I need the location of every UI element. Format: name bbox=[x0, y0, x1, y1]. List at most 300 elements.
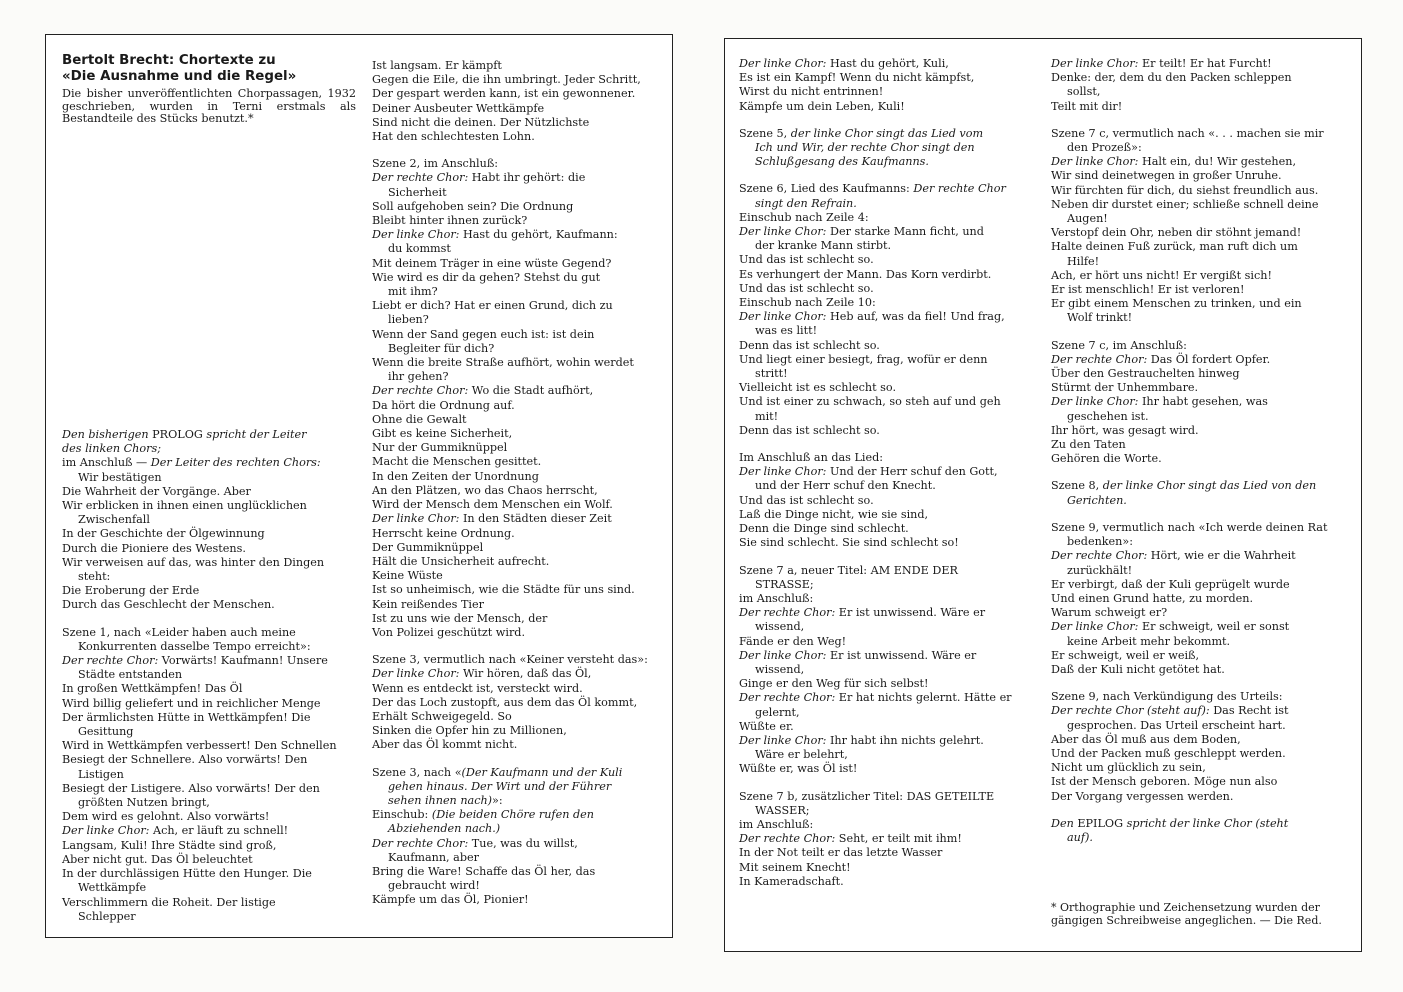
text-line bbox=[739, 296, 1039, 310]
text: der kranke Mann stirbt. bbox=[755, 239, 892, 253]
text-line bbox=[739, 804, 1039, 818]
text: was es litt! bbox=[755, 324, 818, 338]
text: Fände er den Weg! bbox=[739, 634, 847, 648]
text: WASSER; bbox=[755, 803, 810, 817]
text: Kein reißendes Tier bbox=[372, 597, 484, 611]
text: PROLOG bbox=[152, 428, 207, 441]
text-line bbox=[1051, 635, 1357, 649]
text-line bbox=[739, 522, 1039, 536]
text-line bbox=[1051, 100, 1357, 114]
text: Aber nicht gut. Das Öl beleuchtet bbox=[62, 852, 253, 866]
text: Mit deinem Träger in eine wüste Gegend? bbox=[372, 256, 612, 270]
text-line bbox=[739, 367, 1039, 381]
text: Macht die Menschen gesittet. bbox=[372, 455, 542, 469]
footnote-line: gängigen Schreibweise angeglichen. — Die Red. bbox=[1051, 914, 1322, 927]
text: Aber das Öl kommt nicht. bbox=[372, 738, 518, 752]
text: Ist der Mensch geboren. Möge nun also bbox=[1051, 775, 1278, 789]
text-line bbox=[372, 399, 668, 413]
text-line bbox=[739, 211, 1039, 225]
text: Und das ist schlecht so. bbox=[739, 281, 874, 295]
text: Wird der Mensch dem Menschen ein Wolf. bbox=[372, 498, 613, 512]
text: Ginge er den Weg für sich selbst! bbox=[739, 677, 929, 691]
italic-text: des linken Chors; bbox=[62, 442, 161, 456]
text: Halte deinen Fuß zurück, man ruft dich um bbox=[1051, 240, 1298, 254]
text: Einschub nach Zeile 4: bbox=[739, 210, 869, 224]
text-line bbox=[1051, 578, 1357, 592]
text-line bbox=[1051, 240, 1357, 254]
text-line bbox=[372, 470, 668, 484]
text: Einschub: bbox=[372, 808, 432, 822]
right-page-column-2-text bbox=[1051, 57, 1357, 845]
text-line bbox=[1051, 184, 1357, 198]
italic-text: Der rechte Chor: bbox=[372, 171, 472, 185]
left-page-column-1 bbox=[62, 53, 362, 126]
text: Verstopf dein Ohr, neben dir stöhnt jemand! bbox=[1051, 226, 1302, 240]
text-line bbox=[1051, 831, 1357, 845]
text: Wir fürchten für dich, du siehst freundlich aus. bbox=[1051, 183, 1319, 197]
text-line bbox=[1051, 790, 1357, 804]
text: im Anschluß: bbox=[739, 591, 814, 605]
italic-text: Der linke Chor: bbox=[372, 512, 463, 526]
text-line bbox=[62, 471, 362, 485]
text-line bbox=[739, 395, 1039, 409]
text: lieben? bbox=[388, 313, 429, 327]
text-line bbox=[1051, 452, 1357, 466]
text: Der das Loch zustopft, aus dem das Öl kommt, bbox=[372, 695, 638, 709]
text-line bbox=[372, 242, 668, 256]
article-title-line-2: «Die Ausnahme und die Regel» bbox=[62, 69, 297, 84]
italic-text: Der rechte Chor (steht auf): bbox=[1051, 704, 1214, 718]
text-line bbox=[372, 102, 668, 116]
italic-text: Der rechte Chor: bbox=[372, 836, 472, 850]
text-line bbox=[372, 413, 668, 427]
text-line bbox=[372, 612, 668, 626]
text-line bbox=[62, 598, 362, 612]
text: Gesittung bbox=[78, 725, 134, 739]
text: Kaufmann, aber bbox=[388, 850, 479, 864]
text: Wüßte er, was Öl ist! bbox=[739, 762, 858, 776]
text-line bbox=[739, 479, 1039, 493]
italic-text: Der linke Chor: bbox=[372, 667, 463, 681]
text: Bring die Ware! Schaffe das Öl her, das bbox=[372, 864, 596, 878]
text: Soll aufgehoben sein? Die Ordnung bbox=[372, 199, 574, 213]
text-line bbox=[372, 851, 668, 865]
text: Begleiter für dich? bbox=[388, 341, 495, 355]
text-line bbox=[1051, 719, 1357, 733]
text-line bbox=[739, 691, 1039, 705]
text-line bbox=[1051, 690, 1357, 704]
text: Und der Packen muß geschleppt werden. bbox=[1051, 746, 1286, 760]
text-line bbox=[739, 564, 1039, 578]
text: STRASSE; bbox=[755, 577, 814, 591]
text-line bbox=[372, 130, 668, 144]
text-line bbox=[372, 794, 668, 808]
text: Er hat nichts gelernt. Hätte er bbox=[838, 691, 1012, 705]
text-line bbox=[739, 875, 1039, 889]
text: Szene 6, Lied des Kaufmanns: bbox=[739, 182, 914, 196]
text-line bbox=[739, 353, 1039, 367]
text: Konkurrenten dasselbe Tempo erreicht»: bbox=[78, 639, 311, 653]
text-line bbox=[62, 513, 362, 527]
text: Er teilt! Er hat Furcht! bbox=[1142, 57, 1272, 70]
text-line bbox=[1051, 733, 1357, 747]
text: Und einen Grund hatte, zu morden. bbox=[1051, 591, 1254, 605]
text-line bbox=[739, 239, 1039, 253]
text-line bbox=[1051, 535, 1357, 549]
text-line bbox=[1051, 817, 1357, 831]
text-line bbox=[1051, 353, 1357, 367]
text: Hält die Unsicherheit aufrecht. bbox=[372, 554, 550, 568]
text-line bbox=[372, 73, 668, 87]
text-line bbox=[372, 710, 668, 724]
text: Da hört die Ordnung auf. bbox=[372, 398, 515, 412]
right-page bbox=[724, 38, 1362, 952]
text-line bbox=[372, 116, 668, 130]
text-line bbox=[739, 451, 1039, 465]
text: größten Nutzen bringt, bbox=[78, 796, 210, 810]
text: sollst, bbox=[1067, 85, 1101, 99]
text-line bbox=[1051, 212, 1357, 226]
text: Halt ein, du! Wir gestehen, bbox=[1142, 155, 1297, 169]
italic-text: sehen ihnen nach) bbox=[388, 793, 493, 807]
italic-text: Der linke Chor: bbox=[1051, 57, 1142, 70]
text: Wird in Wettkämpfen verbessert! Den Schnellen bbox=[62, 739, 337, 753]
text: Szene 7 a, neuer Titel: AM ENDE DER bbox=[739, 563, 958, 577]
text-line bbox=[372, 455, 668, 469]
text: Vielleicht ist es schlecht so. bbox=[739, 381, 897, 395]
text: Wenn die breite Straße aufhört, wohin werdet bbox=[372, 356, 634, 370]
text: Szene 9, nach Verkündigung des Urteils: bbox=[1051, 690, 1283, 704]
text-line bbox=[372, 299, 668, 313]
text: Heb auf, was da fiel! Und frag, bbox=[830, 310, 1005, 324]
text-line bbox=[62, 768, 362, 782]
italic-text: der linke Chor singt das Lied vom bbox=[790, 126, 984, 140]
text-line bbox=[62, 668, 362, 682]
text: Besiegt der Schnellere. Also vorwärts! Den bbox=[62, 753, 308, 767]
text: Augen! bbox=[1067, 212, 1108, 226]
text-line bbox=[372, 228, 668, 242]
italic-text: Der linke Chor: bbox=[739, 310, 830, 324]
text-line bbox=[1051, 198, 1357, 212]
text-line bbox=[372, 200, 668, 214]
text-line bbox=[62, 881, 362, 895]
text-line bbox=[739, 748, 1039, 762]
italic-text: Den bisherigen bbox=[62, 428, 153, 441]
italic-text: singt den Refrain. bbox=[755, 196, 857, 210]
text-line bbox=[372, 342, 668, 356]
text-line bbox=[1051, 410, 1357, 424]
text: Und liegt einer besiegt, frag, wofür er denn bbox=[739, 352, 988, 366]
text: Er ist unwissend. Wäre er bbox=[838, 606, 986, 620]
text: Die Wahrheit der Vorgänge. Aber bbox=[62, 484, 251, 498]
text: Von Polizei geschützt wird. bbox=[372, 625, 526, 639]
italic-text: der linke Chor singt das Lied von den bbox=[1102, 479, 1317, 493]
text-line bbox=[1051, 57, 1357, 71]
text-line bbox=[739, 282, 1039, 296]
text: Er ist menschlich! Er ist verloren! bbox=[1051, 283, 1245, 297]
left-page bbox=[45, 34, 673, 938]
text: Aber das Öl muß aus dem Boden, bbox=[1051, 732, 1241, 746]
text-line bbox=[739, 465, 1039, 479]
text-line bbox=[62, 626, 362, 640]
text-line bbox=[739, 381, 1039, 395]
text: In Kameradschaft. bbox=[739, 874, 844, 888]
footnote bbox=[1051, 901, 1357, 927]
text: gebraucht wird! bbox=[388, 879, 480, 893]
text-line bbox=[739, 225, 1039, 239]
text-line bbox=[372, 879, 668, 893]
text: Ist so unheimisch, wie die Städte für uns sind. bbox=[372, 583, 635, 597]
text: Laß die Dinge nicht, wie sie sind, bbox=[739, 507, 929, 521]
text: Besiegt der Listigere. Also vorwärts! Der den bbox=[62, 781, 320, 795]
text-line bbox=[1051, 85, 1357, 99]
text-line bbox=[372, 780, 668, 794]
text: Listigen bbox=[78, 767, 124, 781]
text: Wird billig geliefert und in reichlicher Menge bbox=[62, 696, 321, 710]
text-line bbox=[62, 654, 362, 668]
text-line bbox=[739, 85, 1039, 99]
article-intro: Die bisher unveröffentlichten Chorpassagen, 1932 geschrieben, wurden in Terni erstmals als Bestandteile des Stücks benutzt.* bbox=[62, 87, 356, 126]
text: Wie wird es dir da gehen? Stehst du gut bbox=[372, 270, 601, 284]
text-line bbox=[739, 410, 1039, 424]
text: Wir verweisen auf das, was hinter den Dingen bbox=[62, 555, 325, 569]
text-line bbox=[372, 738, 668, 752]
text-line bbox=[739, 71, 1039, 85]
text: mit! bbox=[755, 409, 779, 423]
text: Seht, er teilt mit ihm! bbox=[838, 832, 962, 846]
text: Neben dir durstet einer; schließe schnell deine bbox=[1051, 197, 1319, 211]
text-line bbox=[62, 867, 362, 881]
text: Sicherheit bbox=[388, 185, 447, 199]
text-line bbox=[739, 677, 1039, 691]
text-line bbox=[62, 584, 362, 598]
italic-text: Schlußgesang des Kaufmanns. bbox=[755, 155, 929, 169]
italic-text: Der rechte Chor: bbox=[62, 654, 162, 668]
italic-text: (Die beiden Chöre rufen den bbox=[431, 808, 594, 822]
text: Tue, was du willst, bbox=[471, 836, 578, 850]
text: Gehören die Worte. bbox=[1051, 452, 1162, 466]
text: Und das ist schlecht so. bbox=[739, 493, 874, 507]
text: Denke: der, dem du den Packen schleppen bbox=[1051, 71, 1292, 85]
text-line bbox=[372, 766, 668, 780]
text: Zu den Taten bbox=[1051, 438, 1126, 452]
text-line bbox=[1051, 71, 1357, 85]
text-line bbox=[372, 171, 668, 185]
text-line bbox=[1051, 620, 1357, 634]
text: Er schweigt, weil er sonst bbox=[1142, 620, 1290, 634]
text-line bbox=[739, 720, 1039, 734]
text-line bbox=[739, 649, 1039, 663]
text: Durch die Pioniere des Westens. bbox=[62, 541, 246, 555]
text-line bbox=[372, 257, 668, 271]
text: Teilt mit dir! bbox=[1051, 99, 1123, 113]
text: Sinken die Opfer hin zu Millionen, bbox=[372, 724, 567, 738]
text: gelernt, bbox=[755, 705, 800, 719]
text: im Anschluß — bbox=[62, 456, 151, 470]
text-line bbox=[372, 865, 668, 879]
italic-text: Ich und Wir, der rechte Chor singt den bbox=[755, 141, 975, 155]
text: Denn die Dinge sind schlecht. bbox=[739, 522, 909, 536]
text-line bbox=[739, 127, 1039, 141]
italic-text: Der linke Chor: bbox=[1051, 620, 1142, 634]
left-page-column-2-text bbox=[372, 59, 668, 908]
text-line bbox=[1051, 704, 1357, 718]
text-line bbox=[372, 214, 668, 228]
article-title-line-1: Bertolt Brecht: Chortexte zu bbox=[62, 53, 276, 68]
text-line bbox=[739, 606, 1039, 620]
text-line bbox=[62, 824, 362, 838]
text: In der Not teilt er das letzte Wasser bbox=[739, 846, 943, 860]
text-line bbox=[62, 739, 362, 753]
text-line bbox=[372, 569, 668, 583]
text: Ohne die Gewalt bbox=[372, 412, 467, 426]
text-line bbox=[62, 542, 362, 556]
text: Wirst du nicht entrinnen! bbox=[739, 85, 884, 99]
text-line bbox=[372, 87, 668, 101]
text-line bbox=[372, 498, 668, 512]
text: Szene 1, nach «Leider haben auch meine bbox=[62, 625, 296, 639]
italic-text: Der linke Chor: bbox=[1051, 155, 1142, 169]
text: Stürmt der Unhemmbare. bbox=[1051, 381, 1199, 395]
text-line bbox=[1051, 169, 1357, 183]
text-line bbox=[62, 682, 362, 696]
text-line bbox=[372, 370, 668, 384]
text: Wir hören, daß das Öl, bbox=[463, 667, 592, 681]
text: Szene 9, vermutlich nach «Ich werde deinen Rat bbox=[1051, 520, 1328, 534]
text: Der ärmlichsten Hütte in Wettkämpfen! Die bbox=[62, 710, 311, 724]
text-line bbox=[372, 893, 668, 907]
text: Ach, er läuft zu schnell! bbox=[153, 824, 289, 838]
text: Er verbirgt, daß der Kuli geprügelt wurde bbox=[1051, 577, 1290, 591]
text-line bbox=[1051, 592, 1357, 606]
text-line bbox=[1051, 438, 1357, 452]
italic-text: auf). bbox=[1067, 830, 1093, 844]
text-line bbox=[62, 853, 362, 867]
text: Ist zu uns wie der Mensch, der bbox=[372, 611, 548, 625]
text: Ach, er hört uns nicht! Er vergißt sich! bbox=[1051, 268, 1272, 282]
text-line bbox=[739, 818, 1039, 832]
text: Habt ihr gehört: die bbox=[471, 171, 586, 185]
text: im Anschluß: bbox=[739, 817, 814, 831]
italic-text: Abziehenden nach.) bbox=[388, 822, 501, 836]
text: Durch das Geschlecht der Menschen. bbox=[62, 598, 275, 612]
text: Bleibt hinter ihnen zurück? bbox=[372, 214, 528, 228]
text-line bbox=[62, 839, 362, 853]
text: Er gibt einem Menschen zu trinken, und ein bbox=[1051, 297, 1302, 311]
text: wissend, bbox=[755, 662, 805, 676]
text-line bbox=[1051, 311, 1357, 325]
text: Wettkämpfe bbox=[78, 881, 147, 895]
text: bedenken»: bbox=[1067, 535, 1133, 549]
text: Schlepper bbox=[78, 909, 136, 923]
text: Wenn es entdeckt ist, versteckt wird. bbox=[372, 681, 583, 695]
italic-text: Der Leiter des rechten Chors: bbox=[150, 456, 321, 470]
text: Es verhungert der Mann. Das Korn verdirbt. bbox=[739, 267, 992, 281]
text: In großen Wettkämpfen! Das Öl bbox=[62, 682, 243, 696]
text-line bbox=[372, 328, 668, 342]
text: geschehen ist. bbox=[1067, 409, 1149, 423]
text: Es ist ein Kampf! Wenn du nicht kämpfst, bbox=[739, 71, 975, 85]
text: Wenn der Sand gegen euch ist: ist dein bbox=[372, 327, 595, 341]
text: Der gespart werden kann, ist ein gewonnener. bbox=[372, 87, 636, 101]
text: Szene 3, nach « bbox=[372, 765, 462, 779]
text: An den Plätzen, wo das Chaos herrscht, bbox=[372, 483, 598, 497]
text: Denn das ist schlecht so. bbox=[739, 338, 880, 352]
text-line bbox=[372, 59, 668, 73]
text-line bbox=[739, 861, 1039, 875]
text: Der Vorgang vergessen werden. bbox=[1051, 789, 1234, 803]
italic-text: Der rechte Chor bbox=[913, 182, 1006, 196]
text: den Prozeß»: bbox=[1067, 141, 1142, 155]
text-line bbox=[372, 667, 668, 681]
text-line bbox=[1051, 424, 1357, 438]
text-line bbox=[372, 724, 668, 738]
left-page-column-1-text bbox=[62, 428, 362, 924]
text-line bbox=[372, 356, 668, 370]
text-line bbox=[739, 197, 1039, 211]
text: stritt! bbox=[755, 367, 788, 381]
text: Mit seinem Knecht! bbox=[739, 860, 851, 874]
text: Und der Herr schuf den Gott, bbox=[830, 465, 998, 479]
text: Verschlimmern die Roheit. Der listige bbox=[62, 895, 276, 909]
text-line bbox=[739, 508, 1039, 522]
text: Der Gummiknüppel bbox=[372, 540, 484, 554]
text: ihr gehen? bbox=[388, 370, 449, 384]
text-line bbox=[372, 555, 668, 569]
text-line bbox=[62, 896, 362, 910]
text-line bbox=[372, 484, 668, 498]
text: Wüßte er. bbox=[739, 719, 794, 733]
text-line bbox=[372, 441, 668, 455]
italic-text: Der linke Chor: bbox=[739, 225, 830, 239]
text: Er schweigt, weil er weiß, bbox=[1051, 648, 1200, 662]
text-line bbox=[372, 427, 668, 441]
text-line bbox=[372, 696, 668, 710]
text-line bbox=[372, 808, 668, 822]
text: Ihr habt ihn nichts gelehrt. bbox=[830, 733, 984, 747]
text-line bbox=[739, 620, 1039, 634]
text-line bbox=[62, 810, 362, 824]
text: Hat den schlechtesten Lohn. bbox=[372, 130, 535, 144]
text: gesprochen. Das Urteil erscheint hart. bbox=[1067, 718, 1286, 732]
text-line bbox=[739, 846, 1039, 860]
text-line bbox=[372, 682, 668, 696]
text: steht: bbox=[78, 570, 111, 584]
text-line bbox=[1051, 775, 1357, 789]
text: Das Recht ist bbox=[1213, 704, 1289, 718]
text: Szene 5, bbox=[739, 126, 791, 140]
text-line bbox=[739, 663, 1039, 677]
text: In den Zeiten der Unordnung bbox=[372, 469, 539, 483]
text-line bbox=[1051, 479, 1357, 493]
italic-text: Der linke Chor: bbox=[739, 648, 830, 662]
text-line bbox=[739, 339, 1039, 353]
text: Szene 7 c, im Anschluß: bbox=[1051, 338, 1187, 352]
text-line bbox=[1051, 283, 1357, 297]
text: Szene 2, im Anschluß: bbox=[372, 157, 499, 171]
italic-text: Der rechte Chor: bbox=[372, 384, 472, 398]
text: Ist langsam. Er kämpft bbox=[372, 59, 502, 72]
text-line bbox=[1051, 255, 1357, 269]
text: Und ist einer zu schwach, so steh auf und geh bbox=[739, 395, 1001, 409]
text: Hilfe! bbox=[1067, 254, 1100, 268]
text-line bbox=[372, 157, 668, 171]
text: Szene 3, vermutlich nach «Keiner versteht das»: bbox=[372, 653, 648, 667]
text-line bbox=[739, 155, 1039, 169]
text-line bbox=[739, 706, 1039, 720]
text-line bbox=[1051, 521, 1357, 535]
text-line bbox=[1051, 269, 1357, 283]
